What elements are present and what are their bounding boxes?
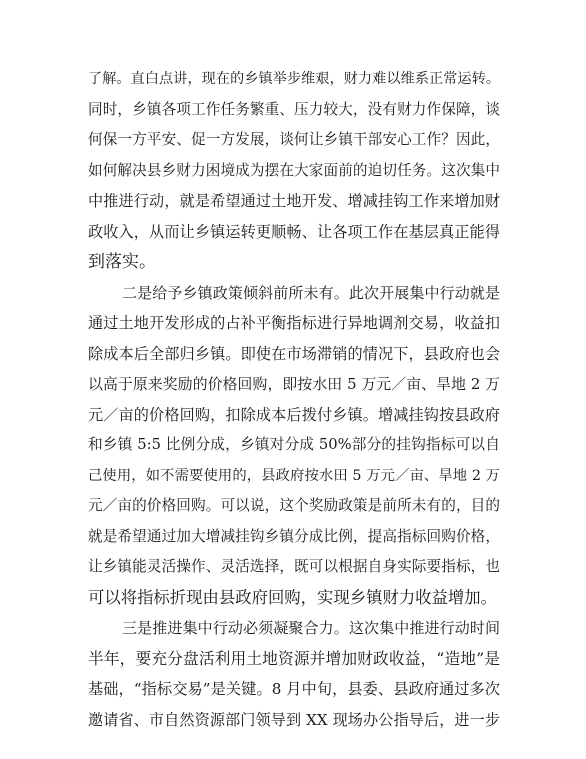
- paragraph-2-line-7: 己使用，如不需要使用的，县政府按水田 5 万元／亩、旱地 2 万: [88, 467, 500, 484]
- paragraph-2-line-3: 除成本后全部归乡镇。即使在市场滞销的情况下，县政府也会: [88, 344, 500, 363]
- paragraph-2-line-10: 让乡镇能灵活操作、灵活选择，既可以根据自身实际要指标，也: [88, 558, 500, 575]
- paragraph-2-line-1: 二是给予乡镇政策倾斜前所未有。此次开展集中行动就是: [122, 283, 500, 302]
- paragraph-3-line-4: 邀请省、市自然资源部门领导到 XX 现场办公指导后，进一步: [88, 710, 500, 729]
- paragraph-1-line-2: 同时，乡镇各项工作任务繁重、压力较大，没有财力作保障，谈: [88, 100, 500, 118]
- paragraph-2-line-9: 就是希望通过加大增减挂钩乡镇分成比例，提高指标回购价格，: [88, 527, 500, 545]
- paragraph-3-line-3: 基础，“指标交易”是关键。8 月中旬，县委、县政府通过多次: [88, 680, 500, 698]
- paragraph-1-line-7: 到落实。: [88, 252, 156, 272]
- paragraph-2-line-6: 和乡镇 5:5 比例分成，乡镇对分成 50%部分的挂钩指标可以自: [88, 436, 500, 453]
- paragraph-1-line-6: 政收入，从而让乡镇运转更顺畅、让各项工作在基层真正能得: [88, 222, 500, 241]
- paragraph-2-line-8: 元／亩的价格回购。可以说，这个奖励政策是前所未有的，目的: [88, 497, 500, 514]
- paragraph-2-line-11: 可以将指标折现由县政府回购，实现乡镇财力收益增加。: [88, 587, 497, 607]
- paragraph-2-line-4: 以高于原来奖励的价格回购，即按水田 5 万元／亩、旱地 2 万: [88, 375, 500, 393]
- paragraph-3-line-1: 三是推进集中行动必须凝聚合力。这次集中推进行动时间: [122, 619, 500, 637]
- paragraph-1-line-1: 了解。直白点讲，现在的乡镇举步维艰，财力难以维系正常运转。: [88, 71, 500, 87]
- paragraph-1-line-3: 何保一方平安、促一方发展，谈何让乡镇干部安心工作？因此，: [88, 131, 500, 148]
- paragraph-1-line-5: 中推进行动，就是希望通过土地开发、增减挂钩工作来增加财: [88, 192, 500, 210]
- paragraph-1-line-4: 如何解决县乡财力困境成为摆在大家面前的迫切任务。这次集中: [88, 161, 500, 179]
- document-body: [88, 64, 500, 735]
- paragraph-2-line-5: 元／亩的价格回购，扣除成本后拨付乡镇。增减挂钩按县政府: [88, 405, 500, 424]
- paragraph-2-line-2: 通过土地开发形成的占补平衡指标进行异地调剂交易，收益扣: [88, 314, 500, 332]
- paragraph-3-line-2: 半年，要充分盘活利用土地资源并增加财政收益，“造地”是: [88, 648, 500, 668]
